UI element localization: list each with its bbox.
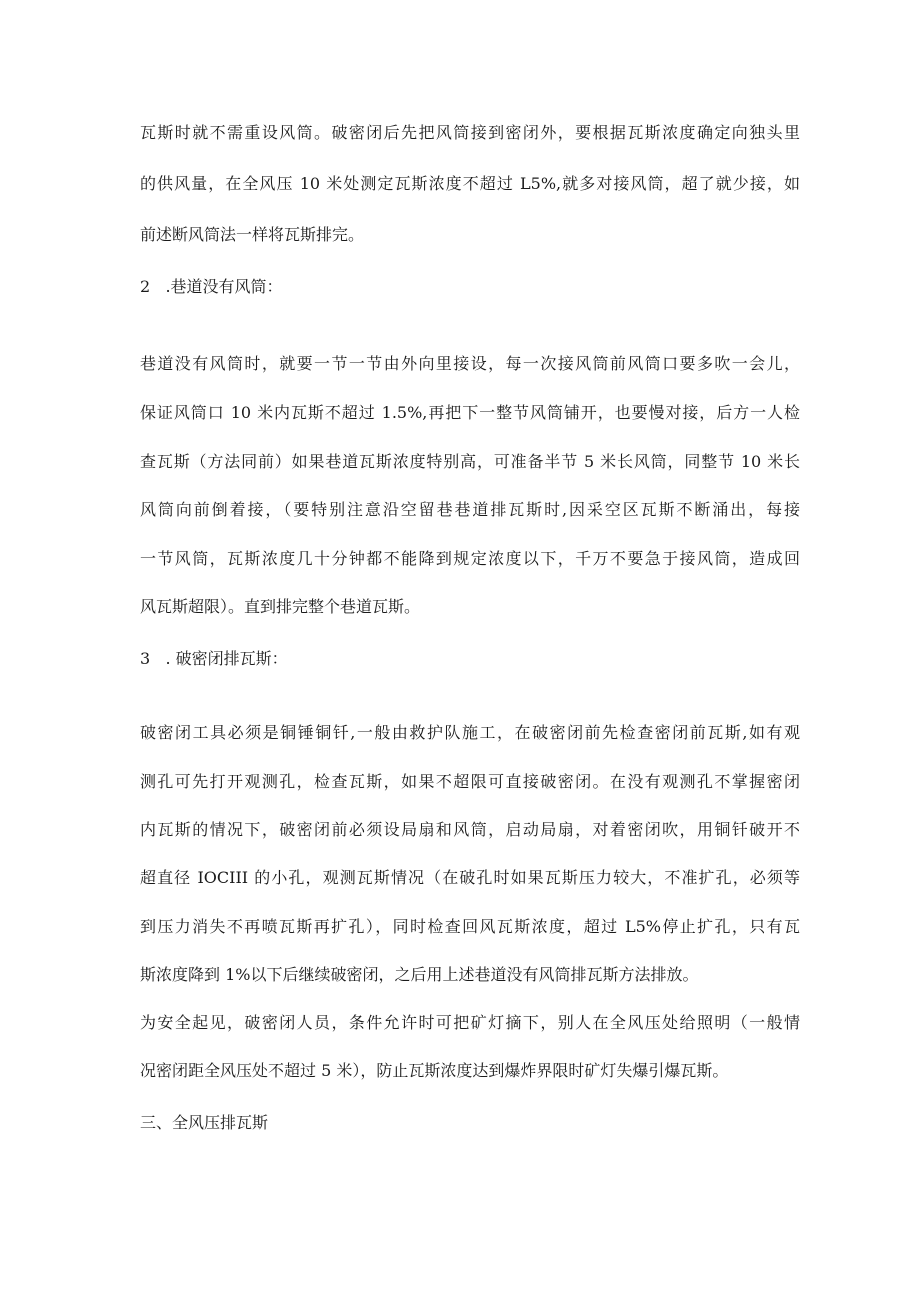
paragraph-line: 一节风筒，瓦斯浓度几十分钟都不能降到规定浓度以下，千万不要急于接风筒，造成回 [140, 549, 800, 568]
paragraph-line: 巷道没有风筒时，就要一节一节由外向里接设，每一次接风筒前风筒口要多吹一会儿， [140, 354, 800, 373]
paragraph-line: 风瓦斯超限）。直到排完整个巷道瓦斯。 [140, 597, 421, 616]
section-heading-2: 2 .巷道没有风筒： [140, 277, 283, 296]
paragraph-line: 风筒向前倒着接，（要特别注意沿空留巷巷道排瓦斯时,因采空区瓦斯不断涌出，每接 [140, 500, 800, 519]
section-heading-three: 三、全风压排瓦斯 [140, 1113, 269, 1132]
paragraph-line: 保证风筒口 10 米内瓦斯不超过 1.5%,再把下一整节风筒铺开，也要慢对接，后方一人检 [140, 403, 800, 422]
paragraph-line: 超直径 IOCIII 的小孔，观测瓦斯情况（在破孔时如果瓦斯压力较大，不准扩孔，必须等 [140, 868, 800, 887]
section-heading-3: 3 . 破密闭排瓦斯： [140, 649, 288, 668]
paragraph-line: 前述断风筒法一样将瓦斯排完。 [140, 225, 365, 244]
paragraph-line: 斯浓度降到 1%以下后继续破密闭，之后用上述巷道没有风筒排瓦斯方法排放。 [140, 965, 699, 984]
paragraph-line: 况密闭距全风压处不超过 5 米），防止瓦斯浓度达到爆炸界限时矿灯失爆引爆瓦斯。 [140, 1061, 729, 1080]
paragraph-line: 内瓦斯的情况下，破密闭前必须设局扇和风筒，启动局扇，对着密闭吹，用铜钎破开不 [140, 820, 800, 839]
paragraph-line: 查瓦斯（方法同前）如果巷道瓦斯浓度特别高，可准备半节 5 米长风筒，同整节 10 米长 [140, 452, 800, 471]
paragraph-line: 到压力消失不再喷瓦斯再扩孔），同时检查回风瓦斯浓度，超过 L5%停止扩孔，只有瓦 [140, 917, 800, 936]
paragraph-line: 破密闭工具必须是铜锤铜钎,一般由救护队施工，在破密闭前先检查密闭前瓦斯,如有观 [140, 723, 800, 742]
paragraph-line: 为安全起见，破密闭人员，条件允许时可把矿灯摘下，别人在全风压处给照明（一般情 [140, 1013, 800, 1032]
paragraph-line: 测孔可先打开观测孔，检查瓦斯，如果不超限可直接破密闭。在没有观测孔不掌握密闭 [140, 772, 800, 791]
paragraph-line: 瓦斯时就不需重设风筒。破密闭后先把风筒接到密闭外，要根据瓦斯浓度确定向独头里 [140, 123, 800, 142]
paragraph-line: 的供风量，在全风压 10 米处测定瓦斯浓度不超过 L5%,就多对接风筒，超了就少接，如 [140, 174, 800, 193]
